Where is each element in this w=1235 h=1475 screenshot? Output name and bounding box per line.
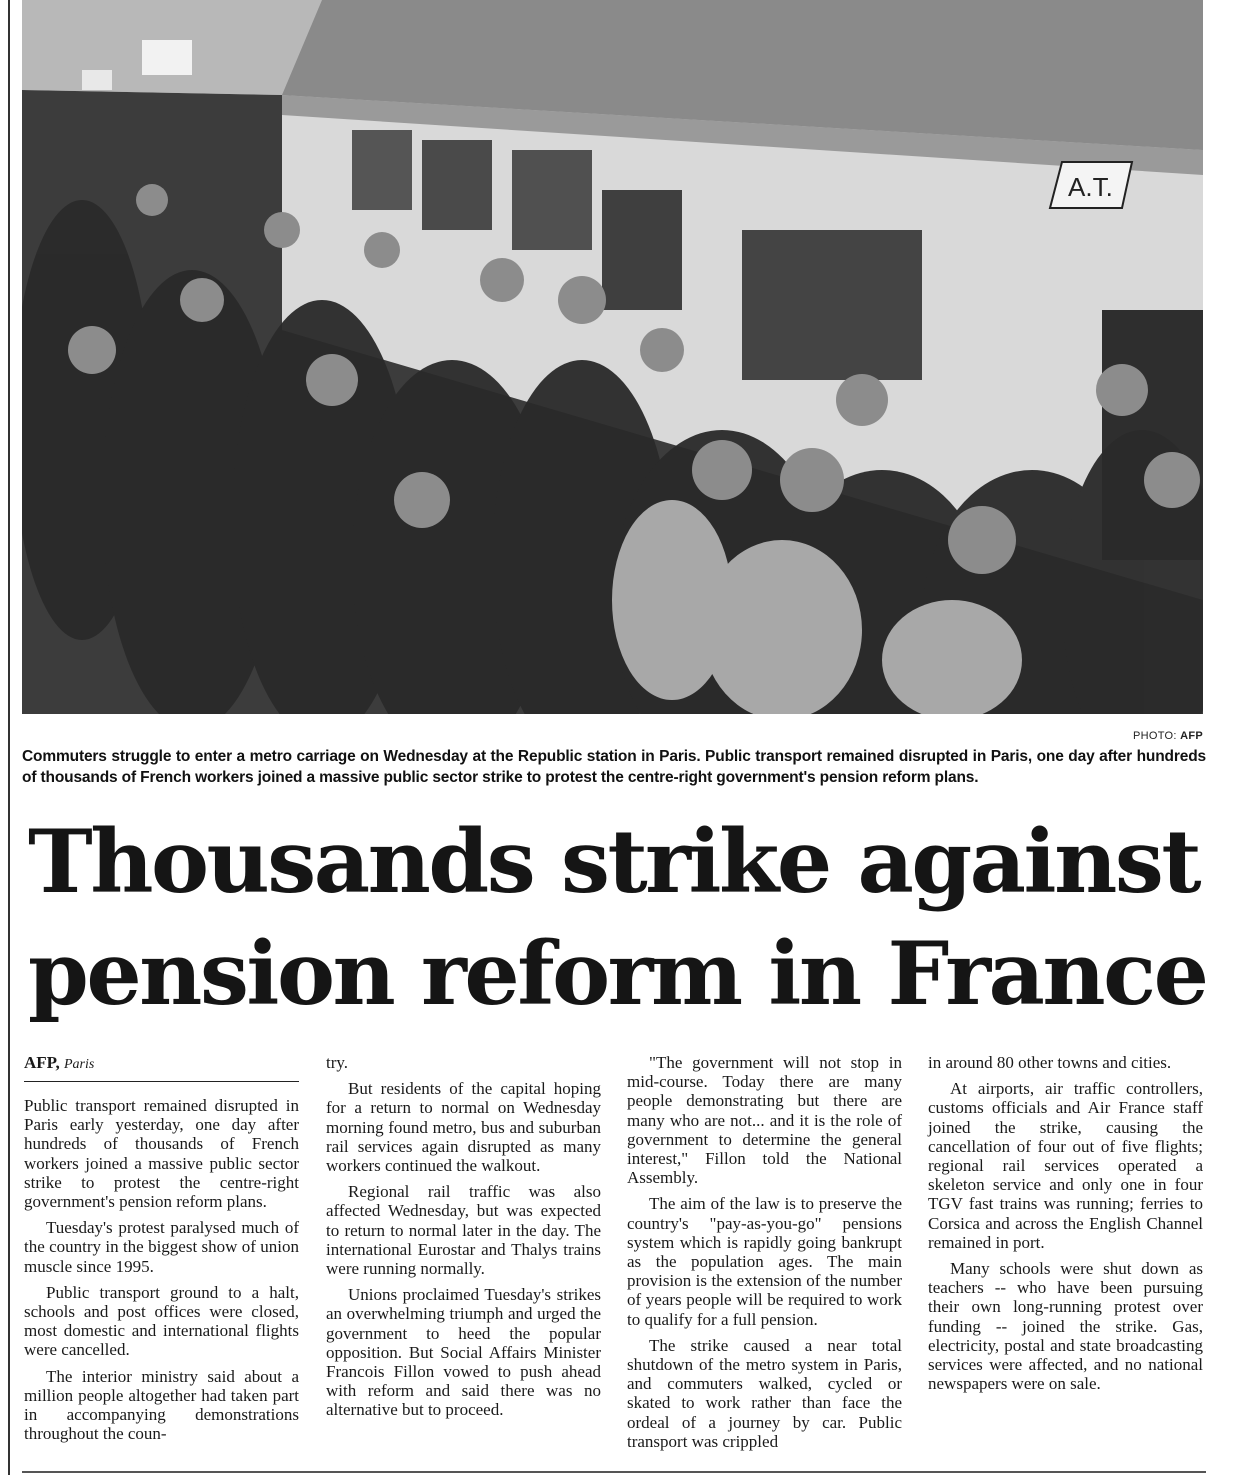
paragraph: The interior ministry said about a million people altogether had taken part in accompanying demonstrations throughout the coun-: [24, 1366, 299, 1444]
paragraph: in around 80 other towns and cities.: [928, 1053, 1172, 1072]
paragraph: At airports, air traffic controllers, customs officials and Air France staff joined the strike, causing the cancellation of four out of five flights; regional rail services operated a skeleton service and only one in four TGV fast trains was running; ferries to Corsica and across the English Channel remained in port.: [928, 1079, 1203, 1252]
article-column-1: [24, 1053, 299, 1450]
metro-crowd-photo: [22, 0, 1203, 714]
paragraph: Tuesday's protest paralysed much of the country in the biggest show of union muscle since 1995.: [24, 1218, 299, 1276]
paragraph: try.: [326, 1053, 349, 1072]
article-column-3: [627, 1053, 902, 1458]
left-column-rule: [8, 0, 10, 1475]
paragraph: Unions proclaimed Tuesday's strikes an overwhelming triumph and urged the government to heed the popular opposition. But Social Affairs Minister Francois Fillon vowed to push ahead with reform and said there was no alternative but to proceed.: [326, 1285, 601, 1420]
photo-credit: [1133, 730, 1203, 742]
article-column-4: [928, 1053, 1203, 1400]
photo-credit-source: AFP: [1180, 730, 1203, 742]
paragraph: Public transport remained disrupted in Paris early yesterday, one day after hundreds of thousands of French workers joined a massive public sector strike to protest the centre-right government's pension reform plans.: [24, 1096, 299, 1212]
paragraph: Regional rail traffic was also affected Wednesday, but was expected to return to normal later in the day. The international Eurostar and Thalys trains were running normally.: [326, 1182, 601, 1279]
headline-line-1: Thousands strike against: [28, 810, 1199, 913]
headline: [28, 806, 1218, 1030]
paragraph: But residents of the capital hoping for a return to normal on Wednesday morning found metro, bus and suburban rail services again disrupted as many workers continued the walkout.: [326, 1079, 601, 1176]
photo-illustration: [22, 0, 1203, 714]
photo-caption: Commuters struggle to enter a metro carriage on Wednesday at the Republic station in Paris. Public transport remained disrupted in Paris, one day after hundreds of thousands of French workers joined a massive public sector strike to protest the centre-right government's pension reform plans.: [22, 748, 1206, 786]
dateline-place: Paris: [64, 1057, 95, 1072]
paragraph: Public transport ground to a halt, schools and post offices were closed, most domestic and international flights were cancelled.: [24, 1282, 299, 1360]
train-sign-text: A.T.: [1068, 172, 1113, 202]
bottom-rule: [22, 1471, 1206, 1473]
headline-line-2: pension reform in France: [28, 922, 1207, 1025]
dateline-agency: AFP,: [24, 1053, 60, 1072]
photo-credit-label: PHOTO:: [1132, 730, 1177, 742]
paragraph: Many schools were shut down as teachers -- who have been pursuing their own long-running protest over funding -- joined the strike. Gas, electricity, postal and state broadcasting services were affected, and no national newspapers were on sale.: [928, 1259, 1203, 1394]
article-column-2: [326, 1053, 601, 1427]
paragraph: The strike caused a near total shutdown of the metro system in Paris, and commuters walked, cycled or skated to work rather than face the ordeal of a journey by car. Public transport was crippled: [627, 1335, 902, 1451]
paragraph: "The government will not stop in mid-course. Today there are many people demonstrating but there are many who are not... and it is the role of government to determine the general interest," Fillon told the National Assembly.: [627, 1053, 902, 1188]
paragraph: The aim of the law is to preserve the country's "pay-as-you-go" pensions system which is rapidly going bankrupt as the population ages. The main provision is the extension of the number of years people will be required to work to qualify for a full pension.: [627, 1194, 902, 1329]
dateline: [24, 1053, 299, 1082]
